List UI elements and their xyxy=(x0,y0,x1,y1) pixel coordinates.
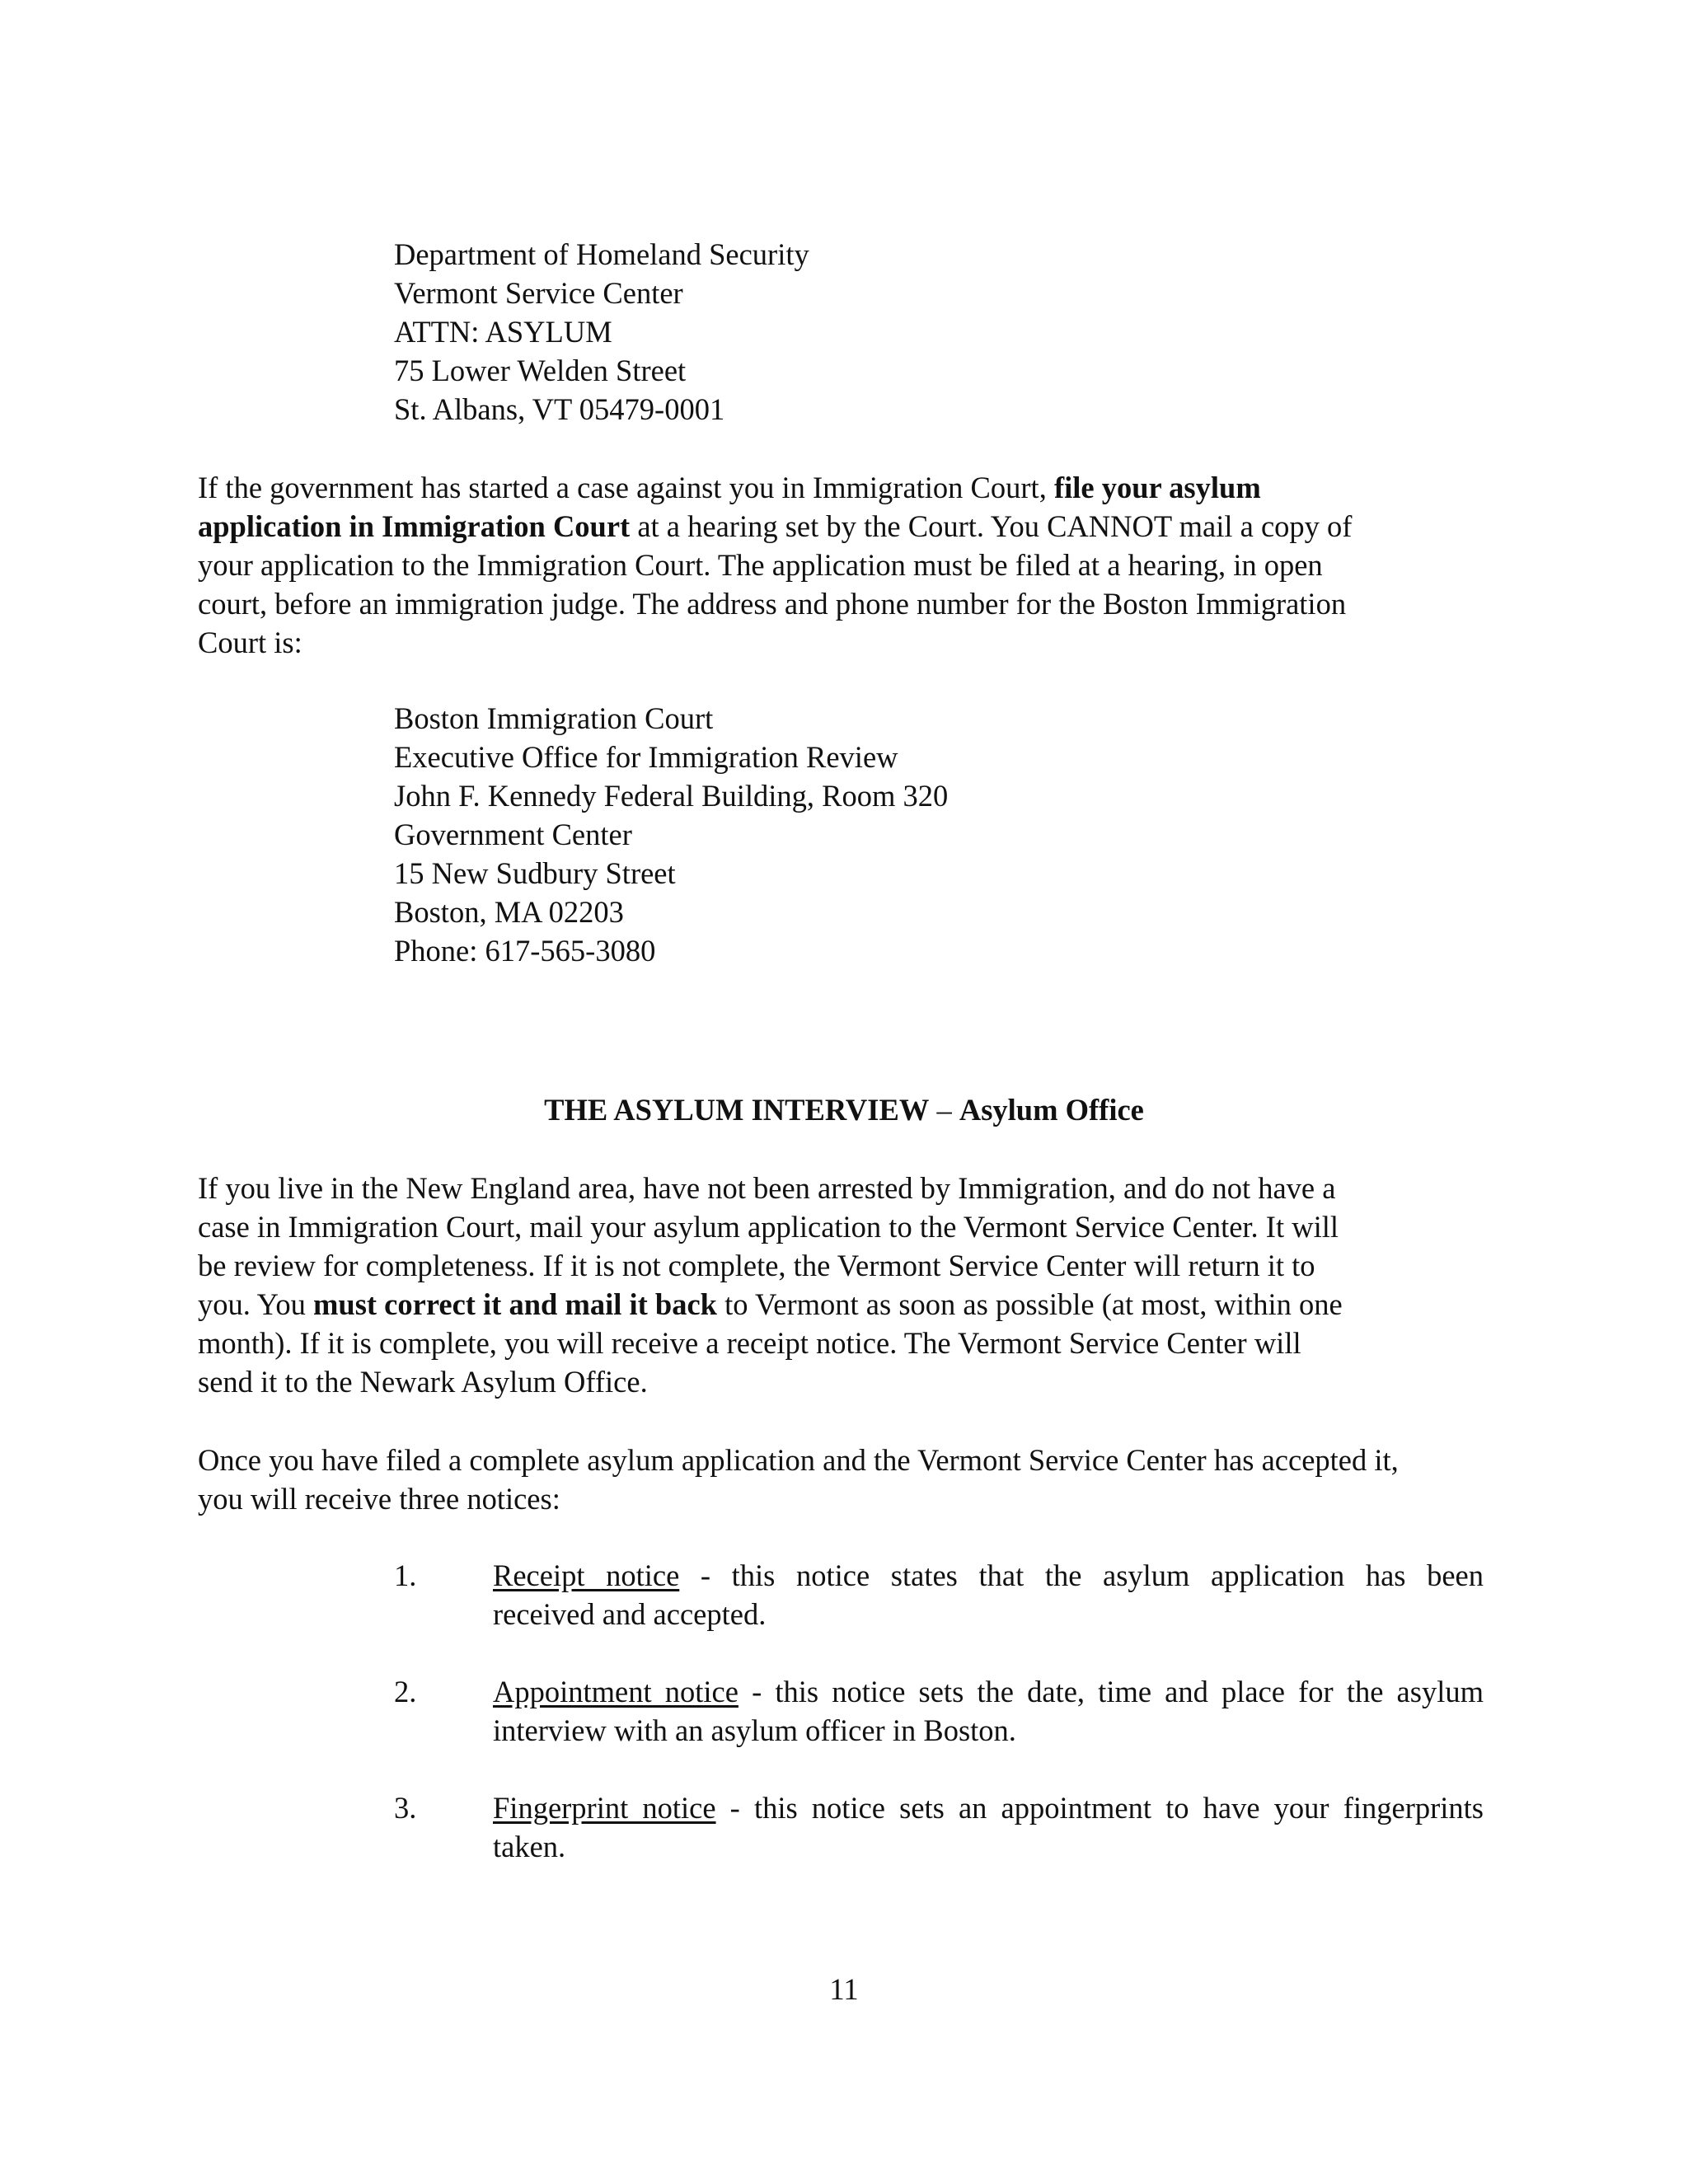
heading-dash: – xyxy=(929,1093,959,1127)
text-run: at a hearing set by the Court. You CANNOT mail a copy of xyxy=(630,509,1353,543)
paragraph-line: send it to the Newark Asylum Office. xyxy=(198,1365,648,1399)
address-line: Vermont Service Center xyxy=(394,276,683,310)
list-item-title: Fingerprint notice xyxy=(493,1791,716,1825)
list-item-number: 1. xyxy=(394,1558,417,1592)
immigration-court-paragraph xyxy=(198,468,1484,662)
address-line: Department of Homeland Security xyxy=(394,237,809,271)
list-item-body xyxy=(493,1788,1484,1866)
section-heading xyxy=(0,1090,1688,1129)
address-line: Executive Office for Immigration Review xyxy=(394,740,898,774)
paragraph-line: month). If it is complete, you will receive a receipt notice. The Vermont Service Center will xyxy=(198,1326,1301,1360)
address-line: St. Albans, VT 05479-0001 xyxy=(394,392,725,426)
text-run: - this notice sets an appointment to have your fingerprints xyxy=(715,1791,1484,1825)
text-run: to Vermont as soon as possible (at most, within one xyxy=(716,1287,1343,1321)
address-line: Government Center xyxy=(394,818,632,851)
asylum-interview-paragraph xyxy=(198,1169,1484,1401)
address-line: 75 Lower Welden Street xyxy=(394,354,687,387)
list-item-number: 2. xyxy=(394,1675,417,1708)
list-item-body xyxy=(493,1556,1484,1633)
paragraph-line xyxy=(198,507,1484,546)
bold-text-run: must correct it and mail it back xyxy=(312,1287,717,1321)
paragraph-line xyxy=(198,1285,1484,1324)
vermont-service-center-address xyxy=(394,235,809,429)
paragraph-line: your application to the Immigration Court. The application must be filed at a hearing, in open xyxy=(198,548,1323,582)
text-run: - this notice states that the asylum application has been xyxy=(679,1558,1484,1592)
bold-text-run: application in Immigration Court xyxy=(198,509,631,543)
paragraph-line: Once you have filed a complete asylum application and the Vermont Service Center has accepted it, xyxy=(198,1443,1399,1477)
paragraph-line: be review for completeness. If it is not complete, the Vermont Service Center will return it to xyxy=(198,1249,1315,1282)
list-item-title: Receipt notice xyxy=(493,1558,680,1592)
list-item-line: interview with an asylum officer in Boston. xyxy=(493,1713,1016,1747)
list-item-line xyxy=(493,1788,1484,1827)
list-item-line: taken. xyxy=(493,1830,566,1863)
paragraph-line xyxy=(198,468,1484,507)
text-run: you. You xyxy=(198,1287,313,1321)
paragraph-line: court, before an immigration judge. The address and phone number for the Boston Immigration xyxy=(198,587,1347,621)
notices-intro-paragraph xyxy=(198,1441,1484,1518)
list-item-line xyxy=(493,1672,1484,1711)
paragraph-line: If you live in the New England area, have not been arrested by Immigration, and do not have a xyxy=(198,1171,1336,1205)
paragraph-line: case in Immigration Court, mail your asylum application to the Vermont Service Center. It will xyxy=(198,1210,1339,1244)
list-item-number: 3. xyxy=(394,1791,417,1825)
address-line: Boston Immigration Court xyxy=(394,701,714,735)
heading-sub: Asylum Office xyxy=(959,1093,1144,1127)
heading-main: THE ASYLUM INTERVIEW xyxy=(544,1093,930,1127)
address-line: 15 New Sudbury Street xyxy=(394,856,676,890)
text-run: - this notice sets the date, time and place for the asylum xyxy=(738,1675,1484,1708)
text-run: If the government has started a case against you in Immigration Court, xyxy=(198,471,1054,504)
address-line: Boston, MA 02203 xyxy=(394,895,624,929)
page-number: 11 xyxy=(829,1972,859,2006)
address-line: John F. Kennedy Federal Building, Room 320 xyxy=(394,779,949,813)
list-item-body xyxy=(493,1672,1484,1750)
bold-text-run: file your asylum xyxy=(1053,471,1261,504)
list-item-title: Appointment notice xyxy=(493,1675,738,1708)
address-line: ATTN: ASYLUM xyxy=(394,315,612,349)
boston-immigration-court-address xyxy=(394,699,948,970)
paragraph-line: you will receive three notices: xyxy=(198,1482,560,1516)
address-phone: Phone: 617-565-3080 xyxy=(394,934,656,968)
list-item-line: received and accepted. xyxy=(493,1597,767,1631)
paragraph-line: Court is: xyxy=(198,626,302,659)
list-item-line xyxy=(493,1556,1484,1595)
